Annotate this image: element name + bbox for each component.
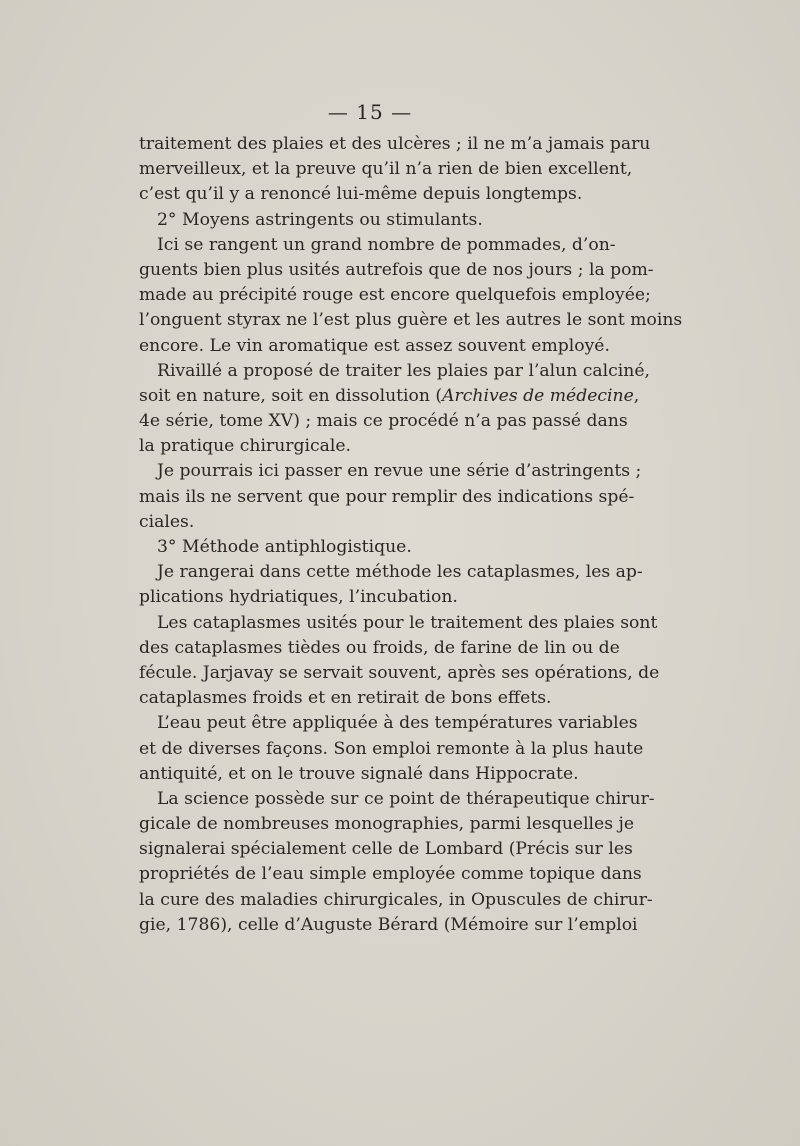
- text-line: Les cataplasmes usités pour le traitement des plaies sont: [157, 612, 658, 633]
- italic-title: Archives de médecine: [442, 385, 634, 406]
- text-line: la cure des maladies chirurgicales, in Opuscules de chirur-: [139, 889, 653, 910]
- text-segment: ,: [633, 385, 640, 406]
- text-line: Je rangerai dans cette méthode les cataplasmes, les ap-: [157, 562, 643, 583]
- text-line: fécule. Jarjavay se servait souvent, après ses opérations, de: [139, 662, 660, 683]
- text-line: la pratique chirurgicale.: [139, 436, 351, 457]
- text-line: gicale de nombreuses monographies, parmi lesquelles je: [139, 814, 635, 835]
- text-line: La science possède sur ce point de thérapeutique chirur-: [157, 788, 655, 809]
- text-line: 4e série, tome XV) ; mais ce procédé n’a pas passé dans: [139, 411, 628, 432]
- text-line: guents bien plus usités autrefois que de nos jours ; la pom-: [139, 259, 654, 280]
- text-line: traitement des plaies et des ulcères ; il ne m’a jamais paru: [139, 134, 651, 154]
- text-line: Rivaillé a proposé de traiter les plaies par l’alun calciné,: [157, 360, 650, 381]
- text-line: 2° Moyens astringents ou stimulants.: [157, 209, 483, 230]
- text-line: 3° Méthode antiphlogistique.: [157, 537, 412, 557]
- body-text: [139, 132, 683, 938]
- text-line: des cataplasmes tièdes ou froids, de farine de lin ou de: [139, 637, 620, 658]
- text-line: Je pourrais ici passer en revue une série d’astringents ;: [157, 461, 642, 482]
- text-line: made au précipité rouge est encore quelquefois employée;: [139, 285, 651, 306]
- page-number: — 15 —: [327, 100, 413, 124]
- text-line: propriétés de l’eau simple employée comme topique dans: [139, 864, 642, 885]
- text-line: L’eau peut être appliquée à des températures variables: [157, 713, 638, 734]
- text-line: gie, 1786), celle d’Auguste Bérard (Mémoire sur l’emploi: [139, 914, 638, 935]
- text-segment: soit en nature, soit en dissolution (: [139, 385, 443, 406]
- text-line: merveilleux, et la preuve qu’il n’a rien de bien excellent,: [139, 159, 633, 180]
- text-line: plications hydriatiques, l’incubation.: [139, 587, 458, 608]
- text-line: l’onguent styrax ne l’est plus guère et les autres le sont moins: [139, 310, 683, 331]
- text-line: antiquité, et on le trouve signalé dans Hippocrate.: [139, 763, 579, 784]
- text-line: cataplasmes froids et en retirait de bons effets.: [139, 688, 552, 709]
- text-line: ciales.: [139, 511, 195, 532]
- text-line: [139, 384, 640, 409]
- text-line: c’est qu’il y a renoncé lui-même depuis longtemps.: [139, 184, 583, 205]
- text-line: encore. Le vin aromatique est assez souvent employé.: [139, 335, 610, 356]
- text-line: mais ils ne servent que pour remplir des indications spé-: [139, 486, 635, 507]
- text-line: signalerai spécialement celle de Lombard (Précis sur les: [139, 839, 633, 860]
- text-line: Ici se rangent un grand nombre de pommades, d’on-: [157, 234, 616, 255]
- text-line: et de diverses façons. Son emploi remonte à la plus haute: [139, 738, 644, 759]
